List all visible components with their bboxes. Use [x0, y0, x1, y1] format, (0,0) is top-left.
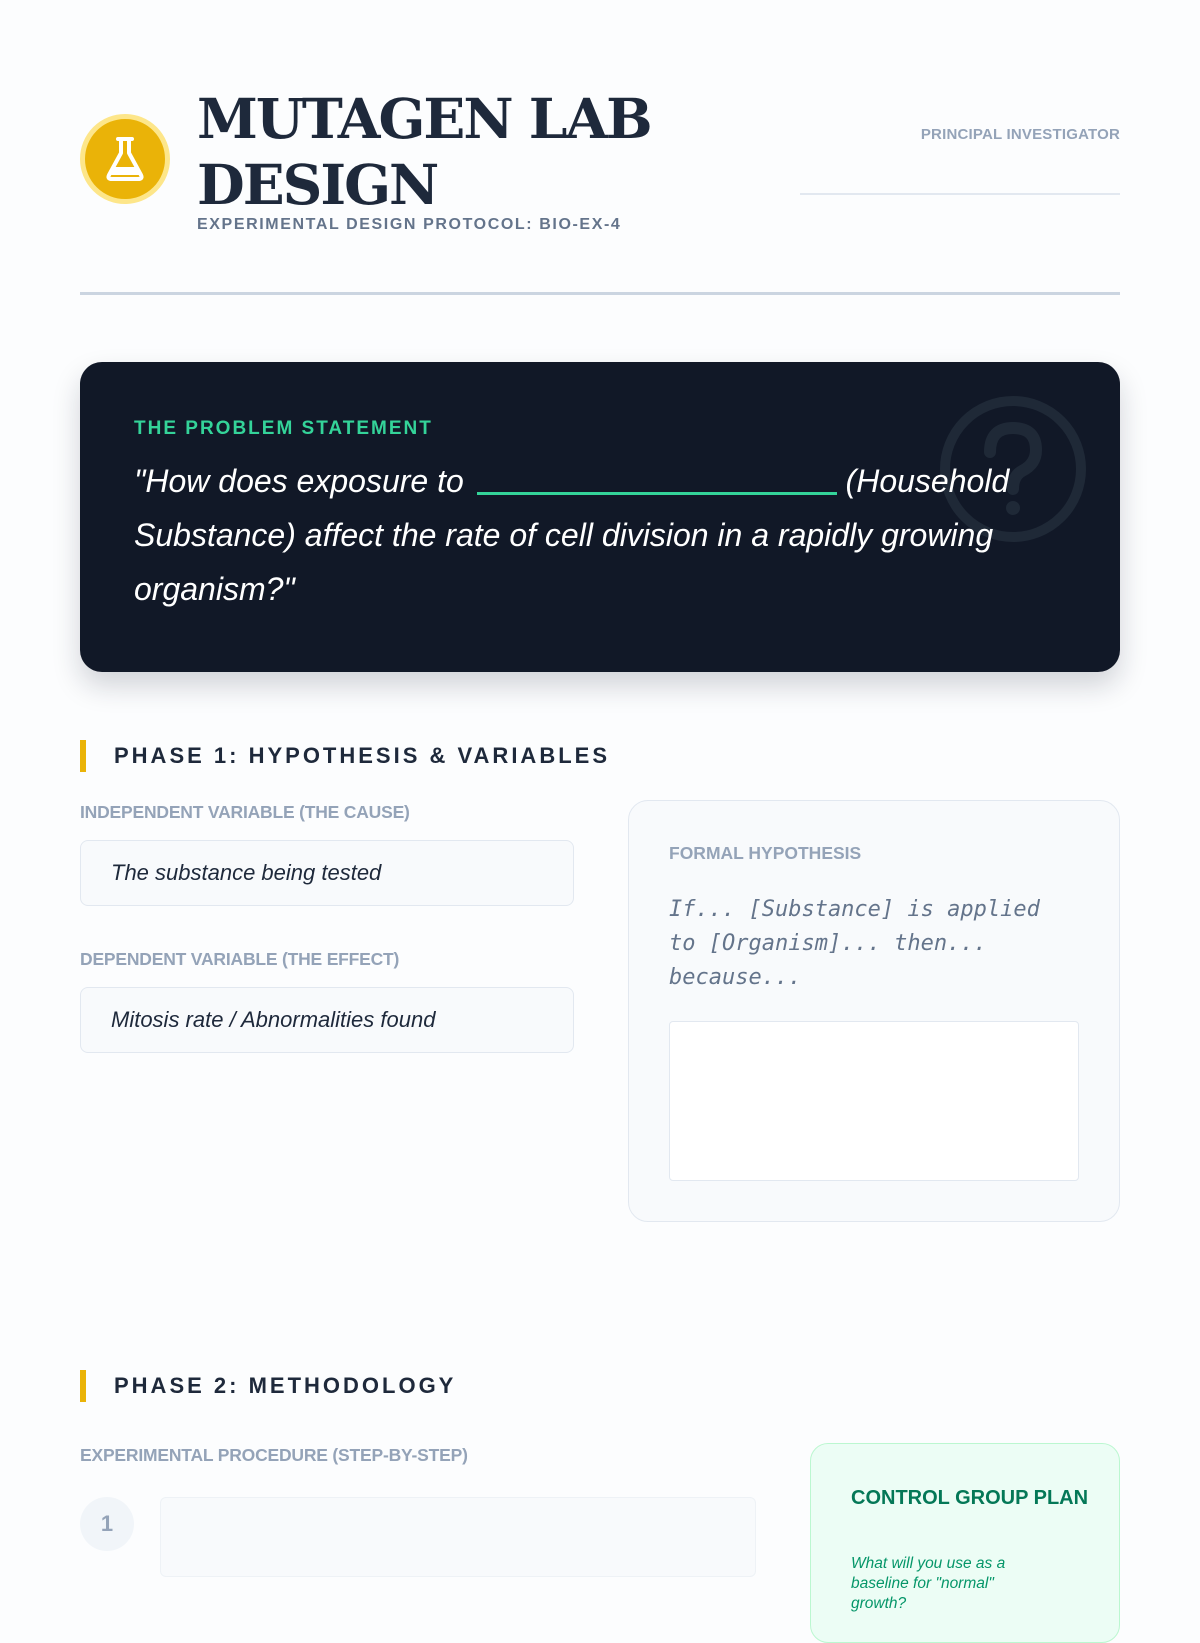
page-title: MUTAGEN LAB DESIGN — [197, 86, 651, 217]
logo — [80, 114, 170, 204]
independent-variable-label: INDEPENDENT VARIABLE (THE CAUSE) — [80, 802, 410, 822]
control-group-description: What will you use as a baseline for "normal" growth? — [851, 1555, 1006, 1612]
hypothesis-card — [628, 800, 1120, 1222]
problem-text-end: (Household Substance) affect the rate of cell division in a rapidly growing organism?" — [134, 463, 1010, 607]
phase-1-heading: PHASE 1: HYPOTHESIS & VARIABLES — [80, 740, 610, 772]
flask-icon — [103, 135, 147, 183]
hypothesis-answer-field[interactable] — [669, 1021, 1079, 1181]
problem-statement-card — [80, 362, 1120, 672]
step-input-field[interactable] — [160, 1497, 756, 1577]
phase-2-heading: PHASE 2: METHODOLOGY — [80, 1370, 456, 1402]
principal-investigator-label: PRINCIPAL INVESTIGATOR — [920, 126, 1120, 143]
control-group-title: CONTROL GROUP PLAN — [851, 1487, 1089, 1509]
problem-text-start: "How does exposure to — [134, 463, 473, 499]
substance-blank[interactable] — [477, 492, 837, 495]
header — [80, 86, 1120, 296]
protocol-subtitle: EXPERIMENTAL DESIGN PROTOCOL: BIO-EX-4 — [197, 216, 622, 233]
problem-statement-text — [134, 454, 1054, 616]
hypothesis-label: FORMAL HYPOTHESIS — [669, 843, 862, 863]
header-divider — [80, 292, 1120, 295]
hypothesis-template: If... [Substance] is applied to [Organism]... then... because... — [669, 897, 1040, 990]
independent-variable-field[interactable]: The substance being tested — [80, 840, 574, 906]
procedure-label: EXPERIMENTAL PROCEDURE (STEP-BY-STEP) — [80, 1445, 468, 1465]
step-number: 1 — [80, 1497, 134, 1551]
dependent-variable-label: DEPENDENT VARIABLE (THE EFFECT) — [80, 949, 400, 969]
principal-investigator-field[interactable] — [800, 193, 1120, 195]
problem-statement-label: THE PROBLEM STATEMENT — [134, 418, 433, 439]
control-group-card — [810, 1443, 1120, 1643]
dependent-variable-field[interactable]: Mitosis rate / Abnormalities found — [80, 987, 574, 1053]
